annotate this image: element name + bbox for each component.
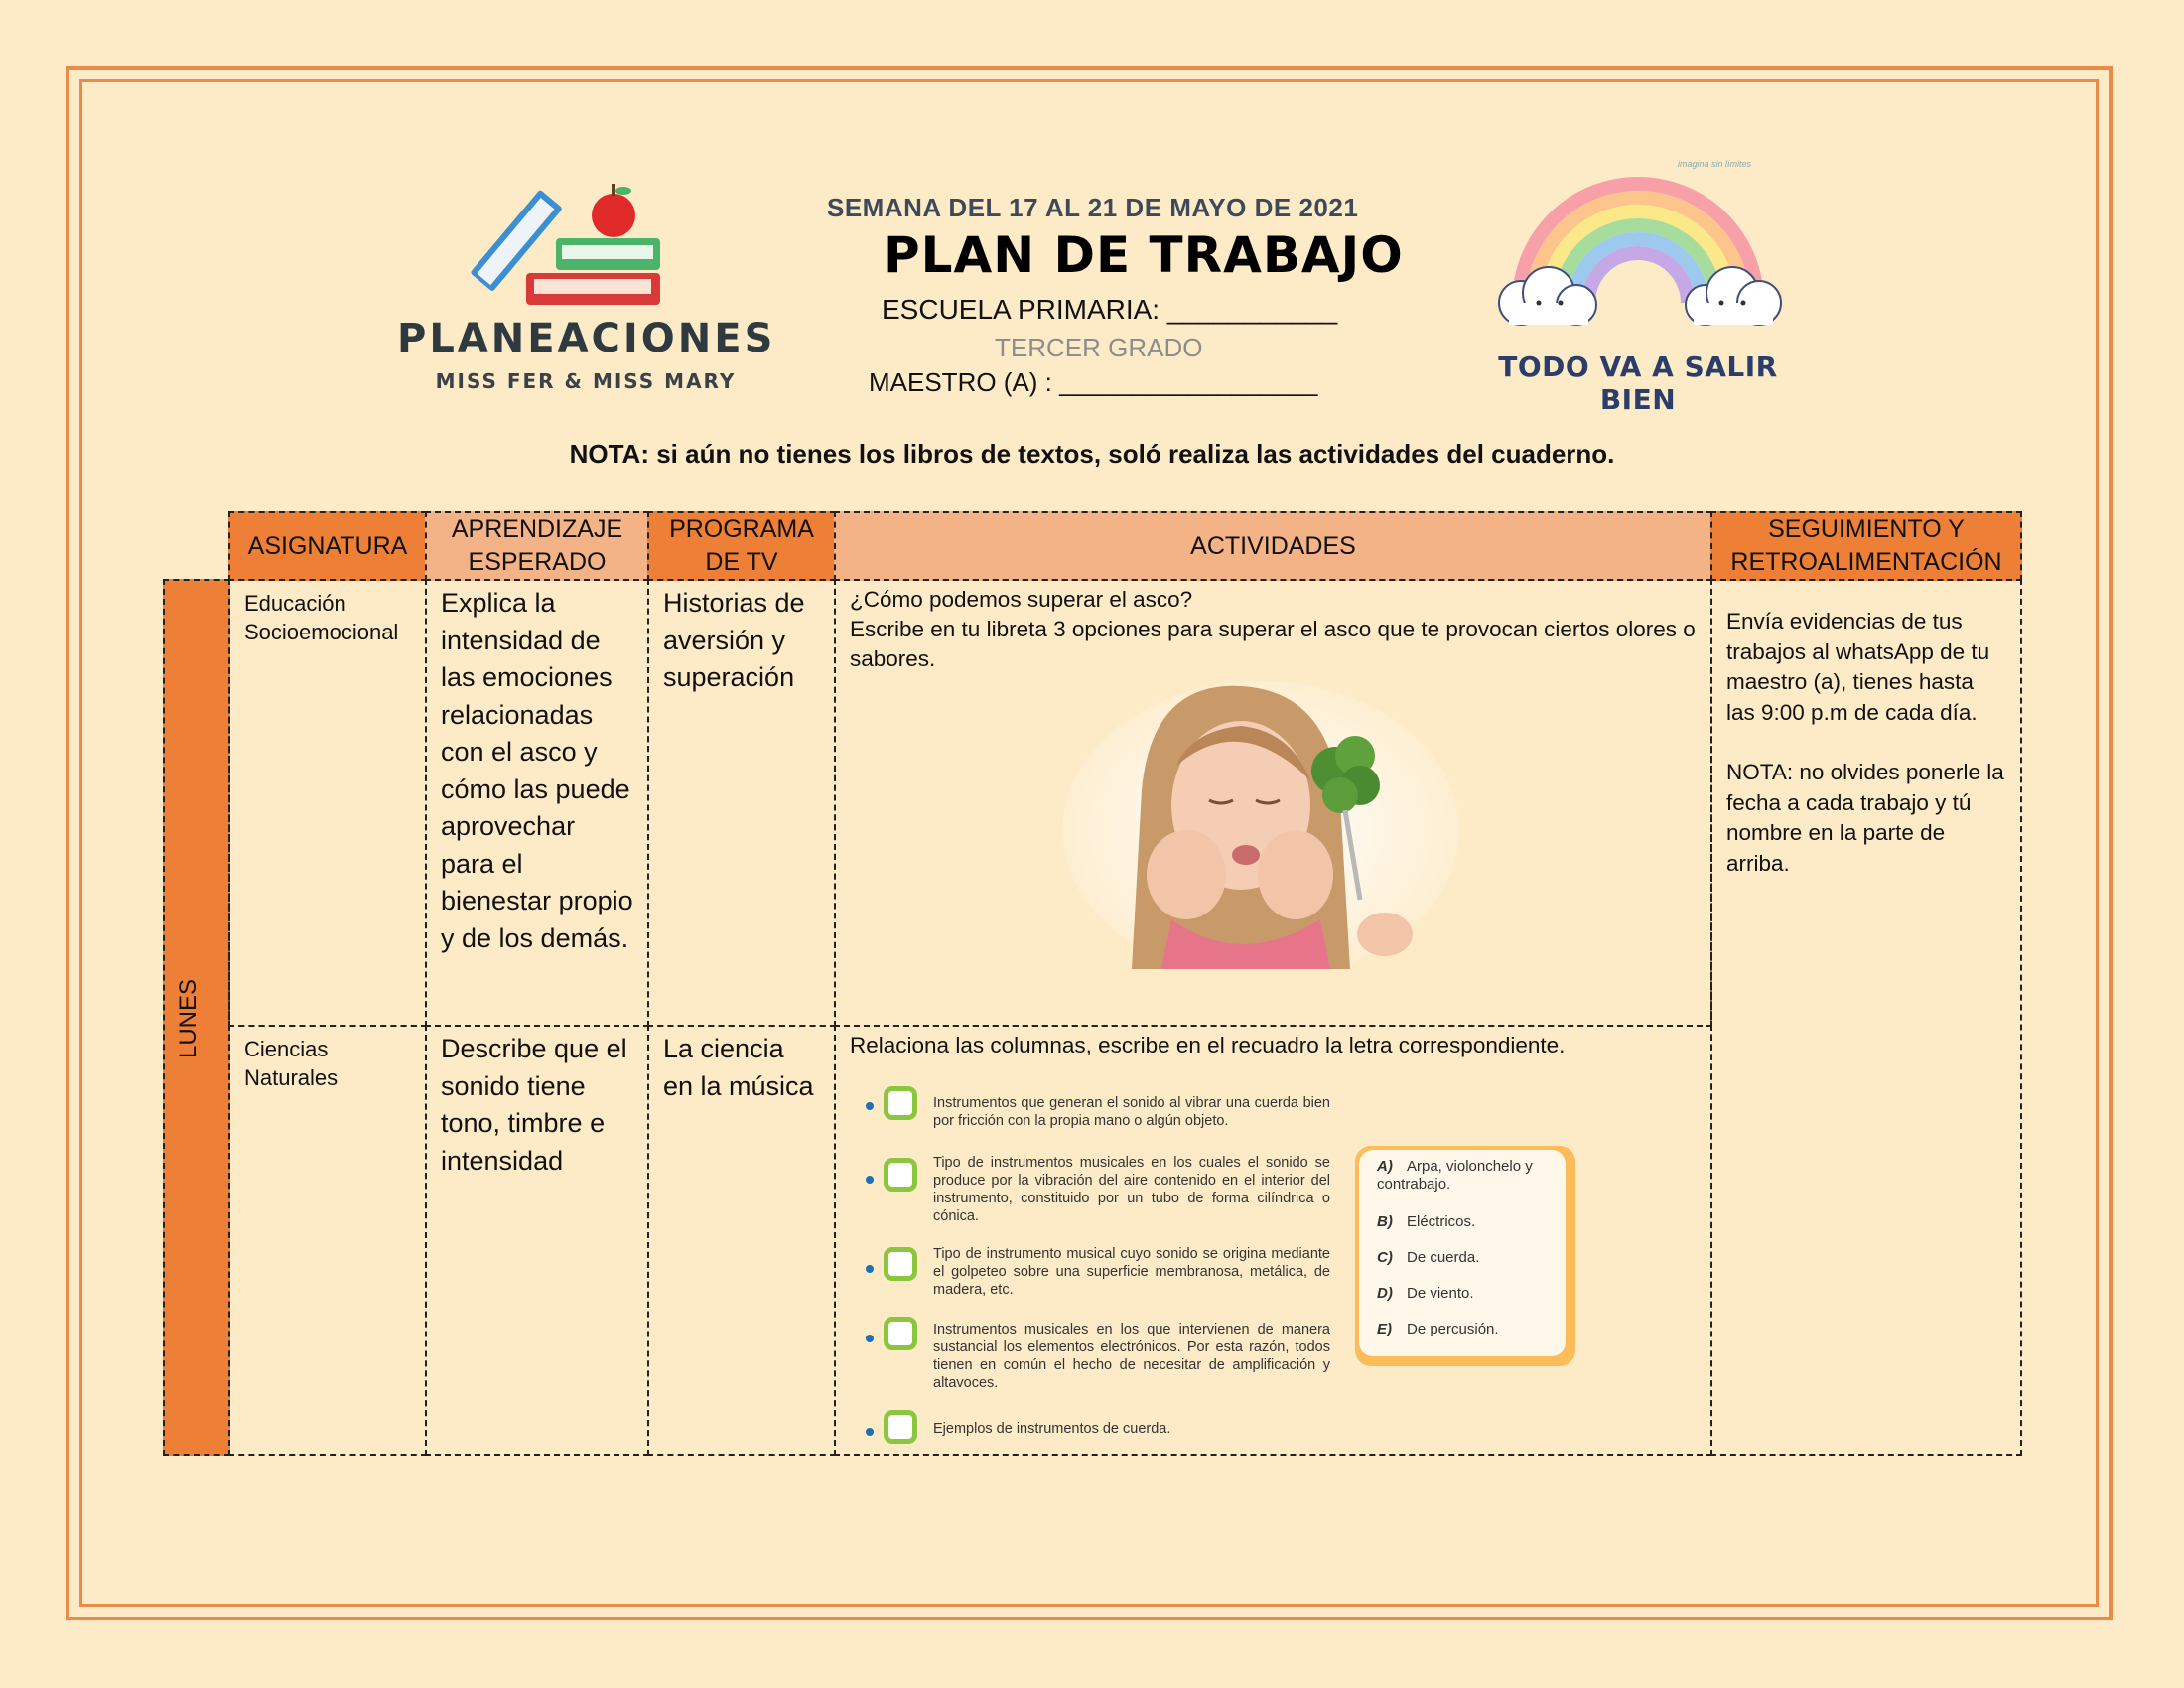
row2-asignatura: Ciencias Naturales: [228, 1025, 427, 1456]
week-label: SEMANA DEL 17 AL 21 DE MAYO DE 2021: [827, 193, 1359, 222]
options-panel: [1355, 1146, 1575, 1366]
matching-exercise: Instrumentos que generan el sonido al vibrar una cuerda bien por fricción con la propia mano o algún objeto. Tipo de instrumentos musicales en los cuales el sonido se produce por la vibración del aire contenido en el interior del instrumento, constituido por un tubo de forma cilíndrica o cónica. Tipo de instrumento musical cuyo sonido se origina mediante el golpeteo sobre una superficie membranosa, metálica, de madera, etc. Instrumentos musicales en los que intervienen de manera sustancial los elementos electrónicos. Por esta razón, todos tienen en común el hecho de necesitar de amplificación y altavoces. Ejemplos de instrumentos de cuerda. A) Arpa, violonchelo y contrabajo. B) Eléctricos. C) De cuerda. D) De viento. E) De percusión.: [854, 1080, 1648, 1448]
bullet-icon: [866, 1102, 874, 1110]
seguimiento-p2: NOTA: no olvides ponerle la fecha a cada trabajo y tú nombre en la parte de arriba.: [1726, 760, 2004, 876]
option-d: D) De viento.: [1377, 1285, 1474, 1302]
rainbow-icon: [1469, 154, 1807, 352]
rainbow-logo: [1469, 154, 1807, 416]
logo-title: PLANEACIONES: [397, 316, 776, 361]
bullet-icon: [866, 1335, 874, 1342]
row1-aprendizaje: Explica la intensidad de las emociones relacionadas con el asco y cómo las puede aprovechar para el bienestar propio y de los demás.: [425, 579, 649, 1027]
grade-label: TERCER GRADO: [995, 333, 1203, 362]
nota-text: NOTA: si aún no tienes los libros de textos, soló realiza las actividades del cuaderno.: [569, 439, 1615, 469]
header-programa: PROGRAMA DE TV: [647, 511, 836, 581]
row1-programa: Historias de aversión y superación: [647, 579, 836, 1027]
bullet-icon: [866, 1428, 874, 1436]
row2-aprendizaje: Describe que el sonido tiene tono, timbre e intensidad: [425, 1025, 649, 1456]
child-broccoli-image: [1062, 671, 1459, 969]
header-seguimiento: SEGUIMIENTO Y RETROALIMENTACIÓN: [1710, 511, 2022, 581]
seguimiento-p1: Envía evidencias de tus trabajos al whatsApp de tu maestro (a), tienes hasta las 9:00 p.m de cada día.: [1726, 609, 1990, 725]
rainbow-small-text: imagina sin límites: [1678, 159, 1752, 169]
logo-subtitle: MISS FER & MISS MARY: [435, 369, 737, 393]
rainbow-slogan: TODO VA A SALIR BIEN: [1498, 351, 1778, 416]
page-title: PLAN DE TRABAJO: [884, 226, 1404, 284]
option-e: E) De percusión.: [1377, 1321, 1499, 1337]
day-label: LUNES: [175, 978, 202, 1059]
answer-box[interactable]: [884, 1317, 917, 1350]
planeaciones-logo: [397, 179, 774, 407]
seguimiento-cell: [1710, 579, 2022, 1456]
answer-box[interactable]: [884, 1410, 917, 1444]
bullet-icon: [866, 1176, 874, 1184]
row1-question: ¿Cómo podemos superar el asco?: [850, 587, 1193, 612]
answer-box[interactable]: [884, 1086, 917, 1120]
row2-instruction: Relaciona las columnas, escribe en el recuadro la letra correspondiente.: [850, 1033, 1566, 1057]
option-c: C) De cuerda.: [1377, 1249, 1480, 1266]
books-apple-icon: [397, 179, 774, 318]
answer-box[interactable]: [884, 1158, 917, 1192]
row1-instruction: Escribe en tu libreta 3 opciones para superar el asco que te provocan ciertos olores o sabores.: [850, 617, 1696, 671]
maestro-field: MAESTRO (A) : __________________: [869, 367, 1318, 397]
row1-asignatura: Educación Socioemocional: [228, 579, 427, 1027]
answer-box[interactable]: [884, 1247, 917, 1281]
bullet-icon: [866, 1265, 874, 1273]
header-aprendizaje: APRENDIZAJE ESPERADO: [425, 511, 649, 581]
header-actividades: ACTIVIDADES: [834, 511, 1712, 581]
row2-programa: La ciencia en la música: [647, 1025, 836, 1456]
escuela-field: ESCUELA PRIMARIA: ___________: [882, 294, 1338, 325]
option-b: B) Eléctricos.: [1377, 1213, 1476, 1230]
header-asignatura: ASIGNATURA: [228, 511, 427, 581]
option-a: A) Arpa, violonchelo y contrabajo.: [1377, 1158, 1533, 1193]
